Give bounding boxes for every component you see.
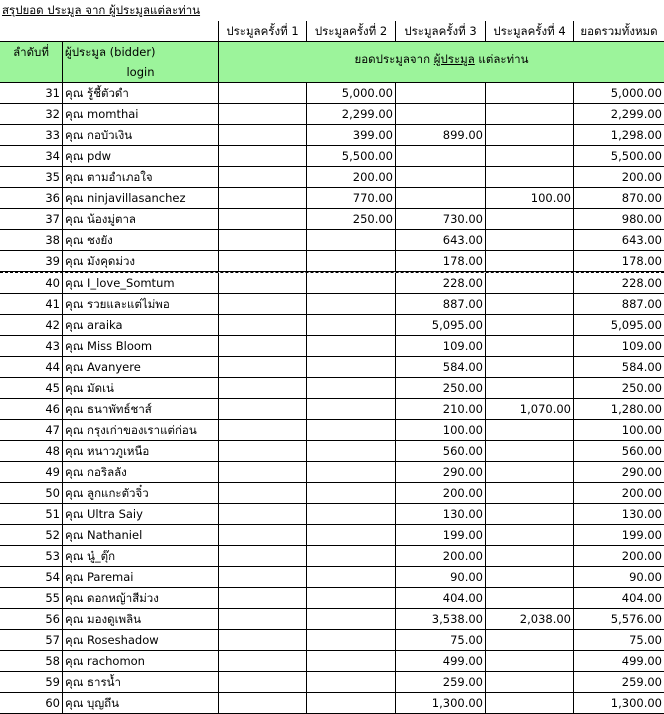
round-1-cell[interactable] — [219, 588, 307, 609]
round-3-cell[interactable]: 560.00 — [396, 441, 486, 462]
round-2-cell[interactable]: 2,299.00 — [307, 104, 396, 125]
round-4-cell[interactable] — [486, 83, 574, 104]
round-3-cell[interactable]: 5,095.00 — [396, 315, 486, 336]
rank-cell[interactable]: 34 — [0, 146, 63, 167]
table-row — [0, 420, 664, 441]
round-3-cell[interactable]: 210.00 — [396, 399, 486, 420]
round-4-cell[interactable] — [486, 483, 574, 504]
table-row — [0, 378, 664, 399]
table-row — [0, 483, 664, 504]
total-cell[interactable]: 259.00 — [574, 672, 664, 693]
header-round-2[interactable]: ประมูลครั้งที่ 2 — [307, 21, 396, 42]
round-4-cell[interactable] — [486, 441, 574, 462]
rank-cell[interactable]: 56 — [0, 609, 63, 630]
round-3-cell[interactable] — [396, 83, 486, 104]
round-2-cell[interactable] — [307, 588, 396, 609]
round-2-cell[interactable] — [307, 420, 396, 441]
total-cell[interactable]: 499.00 — [574, 651, 664, 672]
round-2-cell[interactable]: 399.00 — [307, 125, 396, 146]
round-4-cell[interactable] — [486, 357, 574, 378]
header-rank[interactable]: ลำดับที่ — [0, 42, 63, 83]
round-3-cell[interactable]: 499.00 — [396, 651, 486, 672]
rank-cell[interactable]: 54 — [0, 567, 63, 588]
table-row — [0, 672, 664, 693]
round-4-cell[interactable] — [486, 630, 574, 651]
round-3-cell[interactable]: 290.00 — [396, 462, 486, 483]
bidder-name-cell[interactable]: คุณ ชงยัง — [63, 230, 219, 251]
round-3-cell[interactable]: 250.00 — [396, 378, 486, 399]
rank-cell[interactable]: 51 — [0, 504, 63, 525]
table-row — [0, 399, 664, 420]
round-1-cell[interactable] — [219, 104, 307, 125]
round-3-cell[interactable]: 75.00 — [396, 630, 486, 651]
round-2-cell[interactable] — [307, 525, 396, 546]
rank-cell[interactable]: 42 — [0, 315, 63, 336]
table-row — [0, 294, 664, 315]
header-round-3[interactable]: ประมูลครั้งที่ 3 — [396, 21, 486, 42]
round-2-cell[interactable] — [307, 630, 396, 651]
header-total[interactable]: ยอดรวมทั้งหมด — [574, 21, 664, 42]
table-row — [0, 504, 664, 525]
table-row — [0, 167, 664, 188]
round-2-cell[interactable] — [307, 546, 396, 567]
table-row — [0, 336, 664, 357]
table-row — [0, 357, 664, 378]
bidder-name-cell[interactable]: คุณ กอริลลัง — [63, 462, 219, 483]
round-4-cell[interactable] — [486, 230, 574, 251]
rank-cell[interactable]: 47 — [0, 420, 63, 441]
total-cell[interactable]: 980.00 — [574, 209, 664, 230]
rank-cell[interactable]: 39 — [0, 251, 63, 272]
bidder-name-cell[interactable]: คุณ รวยและแต่ไม่พอ — [63, 294, 219, 315]
round-2-cell[interactable] — [307, 609, 396, 630]
bidder-name-cell[interactable]: คุณ ninjavillasanchez — [63, 188, 219, 209]
round-2-cell[interactable] — [307, 693, 396, 714]
round-3-cell[interactable]: 404.00 — [396, 588, 486, 609]
table-row — [0, 567, 664, 588]
round-1-cell[interactable] — [219, 230, 307, 251]
round-3-cell[interactable]: 730.00 — [396, 209, 486, 230]
rank-cell[interactable]: 31 — [0, 83, 63, 104]
round-3-cell[interactable]: 584.00 — [396, 357, 486, 378]
total-cell[interactable]: 643.00 — [574, 230, 664, 251]
round-3-cell[interactable]: 200.00 — [396, 546, 486, 567]
round-2-cell[interactable] — [307, 399, 396, 420]
round-4-cell[interactable]: 100.00 — [486, 188, 574, 209]
round-2-cell[interactable] — [307, 441, 396, 462]
bidder-name-cell[interactable]: คุณ กรุงเก่าของเราแต่ก่อน — [63, 420, 219, 441]
round-2-cell[interactable] — [307, 567, 396, 588]
round-2-cell[interactable]: 200.00 — [307, 167, 396, 188]
table-row — [0, 546, 664, 567]
green-header-row — [0, 42, 664, 83]
round-4-cell[interactable] — [486, 588, 574, 609]
bidder-name-cell[interactable]: คุณ นู๋_ตุ๊ก — [63, 546, 219, 567]
round-4-cell[interactable] — [486, 651, 574, 672]
round-2-cell[interactable] — [307, 357, 396, 378]
total-cell[interactable]: 200.00 — [574, 546, 664, 567]
round-1-cell[interactable] — [219, 672, 307, 693]
table-row — [0, 188, 664, 209]
round-3-cell[interactable] — [396, 167, 486, 188]
rank-cell[interactable]: 38 — [0, 230, 63, 251]
bidder-name-cell[interactable]: คุณ Miss Bloom — [63, 336, 219, 357]
round-1-cell[interactable] — [219, 546, 307, 567]
table-row — [0, 630, 664, 651]
table-row — [0, 609, 664, 630]
round-1-cell[interactable] — [219, 273, 307, 294]
table-row — [0, 588, 664, 609]
round-3-cell[interactable] — [396, 146, 486, 167]
sheet-title[interactable]: สรุปยอด ประมูล จาก ผู้ประมูลแต่ละท่าน — [2, 3, 201, 17]
header-merged-amounts[interactable] — [219, 42, 664, 83]
bidder-name-cell[interactable]: คุณ มังคุดม่วง — [63, 251, 219, 272]
round-3-cell[interactable]: 899.00 — [396, 125, 486, 146]
round-2-cell[interactable] — [307, 294, 396, 315]
round-1-cell[interactable] — [219, 399, 307, 420]
round-2-cell[interactable] — [307, 251, 396, 272]
rank-cell[interactable]: 53 — [0, 546, 63, 567]
round-1-cell[interactable] — [219, 609, 307, 630]
bidder-name-cell[interactable]: คุณ กอบัวเงิน — [63, 125, 219, 146]
table-row — [0, 209, 664, 230]
total-cell[interactable]: 2,299.00 — [574, 104, 664, 125]
total-cell[interactable]: 200.00 — [574, 167, 664, 188]
table-row — [0, 441, 664, 462]
header-bidder-login: login — [126, 65, 155, 79]
total-cell[interactable]: 250.00 — [574, 378, 664, 399]
round-4-cell[interactable] — [486, 294, 574, 315]
total-cell[interactable]: 5,000.00 — [574, 83, 664, 104]
round-3-cell[interactable]: 199.00 — [396, 525, 486, 546]
table-row — [0, 315, 664, 336]
round-1-cell[interactable] — [219, 630, 307, 651]
round-3-cell[interactable]: 228.00 — [396, 273, 486, 294]
round-4-cell[interactable] — [486, 209, 574, 230]
table-row — [0, 272, 664, 294]
round-1-cell[interactable] — [219, 504, 307, 525]
total-cell[interactable]: 870.00 — [574, 188, 664, 209]
bidder-name-cell[interactable]: คุณ มองดูเพลิน — [63, 609, 219, 630]
round-2-cell[interactable] — [307, 315, 396, 336]
rank-cell[interactable]: 37 — [0, 209, 63, 230]
round-1-cell[interactable] — [219, 693, 307, 714]
bidder-name-cell[interactable]: คุณ ธารน้ำ — [63, 672, 219, 693]
total-cell[interactable]: 5,095.00 — [574, 315, 664, 336]
header-blank-cell[interactable] — [0, 21, 219, 42]
total-cell[interactable]: 100.00 — [574, 420, 664, 441]
round-3-cell[interactable]: 109.00 — [396, 336, 486, 357]
round-3-cell[interactable]: 887.00 — [396, 294, 486, 315]
table-row — [0, 462, 664, 483]
round-4-cell[interactable] — [486, 315, 574, 336]
round-3-cell[interactable]: 178.00 — [396, 251, 486, 272]
round-1-cell[interactable] — [219, 188, 307, 209]
bidder-name-cell[interactable]: คุณ ตามอำเภอใจ — [63, 167, 219, 188]
merged-post: แต่ละท่าน — [474, 52, 529, 66]
bidder-name-cell[interactable]: คุณ บุญถึน — [63, 693, 219, 714]
round-1-cell[interactable] — [219, 146, 307, 167]
round-1-cell[interactable] — [219, 483, 307, 504]
rank-cell[interactable]: 49 — [0, 462, 63, 483]
round-2-cell[interactable] — [307, 504, 396, 525]
bidder-name-cell[interactable]: คุณ มัดเน่ — [63, 378, 219, 399]
bidder-name-cell[interactable]: คุณ ธนาพัทธ์ชาส์ — [63, 399, 219, 420]
rank-cell[interactable]: 52 — [0, 525, 63, 546]
round-2-cell[interactable] — [307, 230, 396, 251]
total-cell[interactable]: 887.00 — [574, 294, 664, 315]
round-3-cell[interactable]: 200.00 — [396, 483, 486, 504]
table-row — [0, 251, 664, 272]
round-2-cell[interactable]: 5,000.00 — [307, 83, 396, 104]
bidder-name-cell[interactable]: คุณ Roseshadow — [63, 630, 219, 651]
round-2-cell[interactable] — [307, 672, 396, 693]
bidder-name-cell[interactable]: คุณ momthai — [63, 104, 219, 125]
round-3-cell[interactable]: 643.00 — [396, 230, 486, 251]
round-3-cell[interactable]: 130.00 — [396, 504, 486, 525]
total-cell[interactable]: 228.00 — [574, 273, 664, 294]
rank-cell[interactable]: 59 — [0, 672, 63, 693]
round-2-cell[interactable]: 250.00 — [307, 209, 396, 230]
total-cell[interactable]: 1,280.00 — [574, 399, 664, 420]
rank-cell[interactable]: 60 — [0, 693, 63, 714]
round-3-cell[interactable] — [396, 104, 486, 125]
round-1-cell[interactable] — [219, 167, 307, 188]
header-bidder-label: ผู้ประมูล (bidder) — [65, 45, 156, 59]
round-4-cell[interactable] — [486, 146, 574, 167]
round-1-cell[interactable] — [219, 462, 307, 483]
bidder-name-cell[interactable]: คุณ น้องมู่ตาล — [63, 209, 219, 230]
round-2-cell[interactable] — [307, 273, 396, 294]
round-4-cell[interactable] — [486, 125, 574, 146]
rank-cell[interactable]: 35 — [0, 167, 63, 188]
round-3-cell[interactable]: 3,538.00 — [396, 609, 486, 630]
total-cell[interactable]: 75.00 — [574, 630, 664, 651]
round-4-cell[interactable] — [486, 504, 574, 525]
round-3-cell[interactable]: 90.00 — [396, 567, 486, 588]
bidder-name-cell[interactable]: คุณ ดอกหญ้าสีม่วง — [63, 588, 219, 609]
round-4-cell[interactable] — [486, 672, 574, 693]
rank-cell[interactable]: 50 — [0, 483, 63, 504]
round-2-cell[interactable] — [307, 462, 396, 483]
title-row — [0, 0, 664, 21]
table-row — [0, 125, 664, 146]
header-bidder[interactable] — [63, 42, 219, 83]
total-cell[interactable]: 199.00 — [574, 525, 664, 546]
rank-cell[interactable]: 45 — [0, 378, 63, 399]
round-1-cell[interactable] — [219, 251, 307, 272]
bidder-name-cell[interactable]: คุณ Ultra Saiy — [63, 504, 219, 525]
round-1-cell[interactable] — [219, 315, 307, 336]
round-1-cell[interactable] — [219, 209, 307, 230]
column-header-row — [0, 21, 664, 42]
round-4-cell[interactable] — [486, 251, 574, 272]
total-cell[interactable]: 5,500.00 — [574, 146, 664, 167]
round-1-cell[interactable] — [219, 83, 307, 104]
round-3-cell[interactable]: 100.00 — [396, 420, 486, 441]
total-cell[interactable]: 404.00 — [574, 588, 664, 609]
bidder-name-cell[interactable]: คุณ rachomon — [63, 651, 219, 672]
table-row — [0, 146, 664, 167]
bidder-name-cell[interactable]: คุณ pdw — [63, 146, 219, 167]
rank-cell[interactable]: 44 — [0, 357, 63, 378]
header-round-1[interactable]: ประมูลครั้งที่ 1 — [219, 21, 307, 42]
header-round-4[interactable]: ประมูลครั้งที่ 4 — [486, 21, 574, 42]
round-4-cell[interactable] — [486, 525, 574, 546]
total-cell[interactable]: 90.00 — [574, 567, 664, 588]
round-1-cell[interactable] — [219, 441, 307, 462]
round-4-cell[interactable] — [486, 546, 574, 567]
round-1-cell[interactable] — [219, 567, 307, 588]
merged-pre: ยอดประมูลจาก — [354, 52, 434, 66]
rank-cell[interactable]: 36 — [0, 188, 63, 209]
rank-cell[interactable]: 43 — [0, 336, 63, 357]
round-4-cell[interactable]: 1,070.00 — [486, 399, 574, 420]
round-1-cell[interactable] — [219, 378, 307, 399]
bidder-name-cell[interactable]: คุณ รู้ชี้ตัวดำ — [63, 83, 219, 104]
rank-cell[interactable]: 57 — [0, 630, 63, 651]
rank-cell[interactable]: 58 — [0, 651, 63, 672]
rank-cell[interactable]: 33 — [0, 125, 63, 146]
round-1-cell[interactable] — [219, 294, 307, 315]
table-row — [0, 525, 664, 546]
round-4-cell[interactable] — [486, 104, 574, 125]
total-cell[interactable]: 584.00 — [574, 357, 664, 378]
round-2-cell[interactable] — [307, 483, 396, 504]
round-4-cell[interactable] — [486, 420, 574, 441]
table-row — [0, 83, 664, 104]
bidder-name-cell[interactable]: คุณ หนาวภูเหนือ — [63, 441, 219, 462]
round-2-cell[interactable] — [307, 651, 396, 672]
total-cell[interactable]: 130.00 — [574, 504, 664, 525]
round-3-cell[interactable] — [396, 188, 486, 209]
round-1-cell[interactable] — [219, 357, 307, 378]
round-2-cell[interactable] — [307, 378, 396, 399]
round-1-cell[interactable] — [219, 125, 307, 146]
round-3-cell[interactable]: 1,300.00 — [396, 693, 486, 714]
bidder-name-cell[interactable]: คุณ ลูกแกะตัวจิ๋ว — [63, 483, 219, 504]
total-cell[interactable]: 109.00 — [574, 336, 664, 357]
bidder-name-cell[interactable]: คุณ araika — [63, 315, 219, 336]
total-cell[interactable]: 200.00 — [574, 483, 664, 504]
total-cell[interactable]: 290.00 — [574, 462, 664, 483]
round-4-cell[interactable] — [486, 567, 574, 588]
data-rows — [0, 83, 664, 714]
rank-cell[interactable]: 55 — [0, 588, 63, 609]
table-row — [0, 104, 664, 125]
rank-cell[interactable]: 32 — [0, 104, 63, 125]
round-1-cell[interactable] — [219, 336, 307, 357]
merged-link: ผู้ประมูล — [433, 52, 475, 66]
round-2-cell[interactable]: 770.00 — [307, 188, 396, 209]
round-4-cell[interactable] — [486, 336, 574, 357]
round-4-cell[interactable] — [486, 378, 574, 399]
total-cell[interactable]: 1,298.00 — [574, 125, 664, 146]
total-cell[interactable]: 178.00 — [574, 251, 664, 272]
round-4-cell[interactable] — [486, 693, 574, 714]
table-row — [0, 693, 664, 714]
total-cell[interactable]: 560.00 — [574, 441, 664, 462]
rank-cell[interactable]: 40 — [0, 273, 63, 294]
total-cell[interactable]: 1,300.00 — [574, 693, 664, 714]
round-1-cell[interactable] — [219, 525, 307, 546]
bidder-name-cell[interactable]: คุณ I_love_Somtum — [63, 273, 219, 294]
bidder-name-cell[interactable]: คุณ Paremai — [63, 567, 219, 588]
round-1-cell[interactable] — [219, 420, 307, 441]
round-4-cell[interactable] — [486, 462, 574, 483]
round-1-cell[interactable] — [219, 651, 307, 672]
round-4-cell[interactable] — [486, 167, 574, 188]
total-cell[interactable]: 5,576.00 — [574, 609, 664, 630]
table-row — [0, 651, 664, 672]
round-4-cell[interactable]: 2,038.00 — [486, 609, 574, 630]
round-2-cell[interactable] — [307, 336, 396, 357]
round-2-cell[interactable]: 5,500.00 — [307, 146, 396, 167]
bidder-name-cell[interactable]: คุณ Avanyere — [63, 357, 219, 378]
round-3-cell[interactable]: 259.00 — [396, 672, 486, 693]
table-row — [0, 230, 664, 251]
bidder-name-cell[interactable]: คุณ Nathaniel — [63, 525, 219, 546]
rank-cell[interactable]: 46 — [0, 399, 63, 420]
rank-cell[interactable]: 41 — [0, 294, 63, 315]
round-4-cell[interactable] — [486, 273, 574, 294]
rank-cell[interactable]: 48 — [0, 441, 63, 462]
